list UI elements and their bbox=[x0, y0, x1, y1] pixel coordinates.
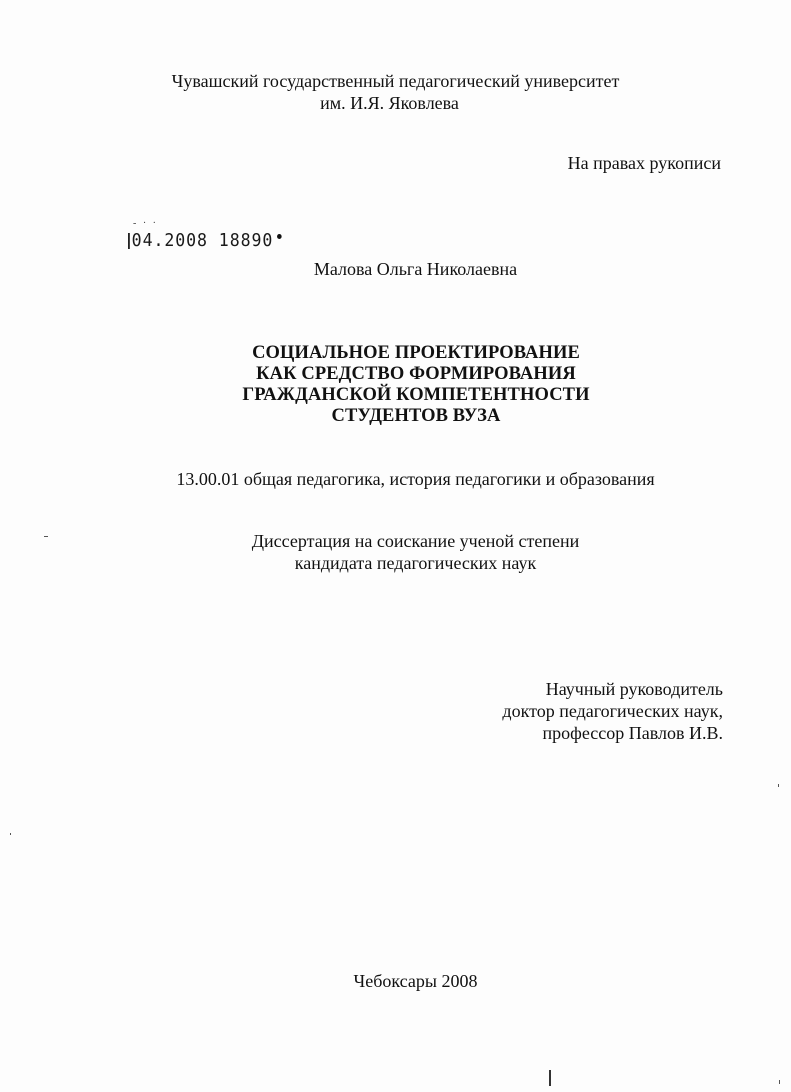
university-name: Чувашский государственный педагогический университет bbox=[171, 71, 620, 91]
dissertation-line-1: Диссертация на соискание ученой степени bbox=[251, 531, 580, 551]
registration-stamp bbox=[128, 230, 282, 251]
city-year: Чебоксары 2008 bbox=[353, 971, 478, 991]
dissertation-line-2: кандидата педагогических наук bbox=[294, 553, 537, 573]
stamp-dot bbox=[277, 234, 282, 239]
stamp-bar-mark bbox=[128, 233, 130, 249]
stamp-ticks: - · · bbox=[133, 218, 158, 229]
title-line-3: ГРАЖДАНСКОЙ КОМПЕТЕНТНОСТИ bbox=[242, 385, 590, 405]
title-line-1: СОЦИАЛЬНОЕ ПРОЕКТИРОВАНИЕ bbox=[252, 343, 580, 363]
university-named-after: им. И.Я. Яковлева bbox=[320, 93, 459, 113]
specialty: 13.00.01 общая педагогика, история педагогики и образования bbox=[176, 469, 655, 489]
scan-speck bbox=[778, 784, 779, 787]
scan-speck bbox=[10, 833, 11, 835]
scan-mark bbox=[549, 1070, 551, 1086]
scan-speck bbox=[779, 1080, 780, 1084]
title-line-4: СТУДЕНТОВ ВУЗА bbox=[331, 406, 501, 426]
rights-notice: На правах рукописи bbox=[567, 153, 721, 173]
supervisor-name: профессор Павлов И.В. bbox=[542, 723, 723, 743]
author-name: Малова Ольга Николаевна bbox=[313, 259, 518, 279]
scan-speck bbox=[44, 536, 48, 537]
stamp-number: 04.2008 18890 bbox=[131, 230, 274, 251]
supervisor-degree: доктор педагогических наук, bbox=[502, 701, 723, 721]
supervisor-label: Научный руководитель bbox=[545, 679, 723, 699]
title-line-2: КАК СРЕДСТВО ФОРМИРОВАНИЯ bbox=[256, 364, 576, 384]
